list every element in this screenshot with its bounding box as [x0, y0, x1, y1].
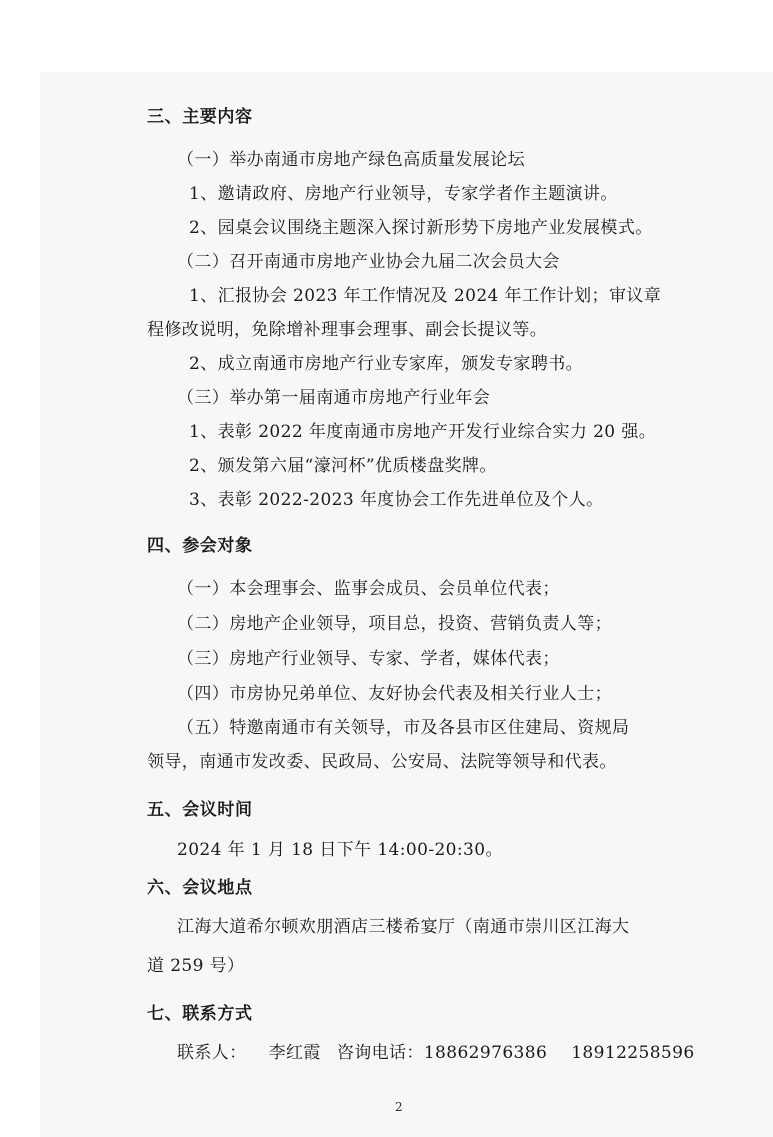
- section-5-heading: 五、会议时间: [147, 800, 253, 820]
- phone-label: 咨询电话：: [336, 1043, 424, 1063]
- phone-number-2: 18912258596: [571, 1043, 695, 1063]
- meeting-time: 2024 年 1 月 18 日下午 14:00-20:30。: [177, 840, 503, 860]
- section-4-item5-line1: （五）特邀南通市有关领导，市及各县市区住建局、资规局: [177, 718, 630, 738]
- section-3-sub2-title: （二）召开南通市房地产业协会九届二次会员大会: [177, 252, 560, 272]
- section-3-sub1-item: 1、邀请政府、房地产行业领导，专家学者作主题演讲。: [189, 184, 618, 204]
- section-4-item: （三）房地产行业领导、专家、学者，媒体代表；: [177, 649, 560, 669]
- section-3-sub2-item1-line2: 程修改说明，免除增补理事会理事、副会长提议等。: [147, 320, 548, 340]
- section-3-sub3-item: 1、表彰 2022 年度南通市房地产开发行业综合实力 20 强。: [189, 422, 657, 442]
- section-3-sub3-item: 2、颁发第六届“濠河杯”优质楼盘奖牌。: [189, 456, 497, 476]
- page-number: 2: [395, 1100, 403, 1114]
- section-4-heading: 四、参会对象: [147, 536, 253, 556]
- section-3-sub3-item: 3、表彰 2022-2023 年度协会工作先进单位及个人。: [189, 490, 604, 510]
- phone-number-1: 18862976386: [423, 1043, 548, 1063]
- section-4-item: （四）市房协兄弟单位、友好协会代表及相关行业人士；: [177, 684, 612, 704]
- section-4-item: （一）本会理事会、监事会成员、会员单位代表；: [177, 579, 560, 599]
- section-3-sub1-title: （一）举办南通市房地产绿色高质量发展论坛: [177, 150, 525, 170]
- section-3-sub3-title: （三）举办第一届南通市房地产行业年会: [177, 388, 491, 408]
- contact-label: 联系人：: [177, 1043, 247, 1063]
- section-3-heading: 三、主要内容: [147, 107, 253, 127]
- section-3-sub2-item1-line1: 1、汇报协会 2023 年工作情况及 2024 年工作计划；审议章: [189, 286, 662, 306]
- section-3-sub2-item2: 2、成立南通市房地产行业专家库，颁发专家聘书。: [189, 354, 584, 374]
- section-6-heading: 六、会议地点: [147, 878, 253, 898]
- contact-line: [177, 1043, 695, 1063]
- section-4-item5-line2: 领导，南通市发改委、民政局、公安局、法院等领导和代表。: [147, 752, 617, 772]
- section-3-sub1-item: 2、园桌会议围绕主题深入探讨新形势下房地产业发展模式。: [189, 218, 653, 238]
- meeting-location-line1: 江海大道希尔顿欢朋酒店三楼希宴厅（南通市崇川区江海大: [177, 917, 630, 937]
- section-4-item: （二）房地产企业领导，项目总，投资、营销负责人等；: [177, 614, 612, 634]
- meeting-location-line2: 道 259 号）: [147, 956, 245, 976]
- contact-name: 李红霞: [268, 1043, 321, 1063]
- section-7-heading: 七、联系方式: [147, 1004, 253, 1024]
